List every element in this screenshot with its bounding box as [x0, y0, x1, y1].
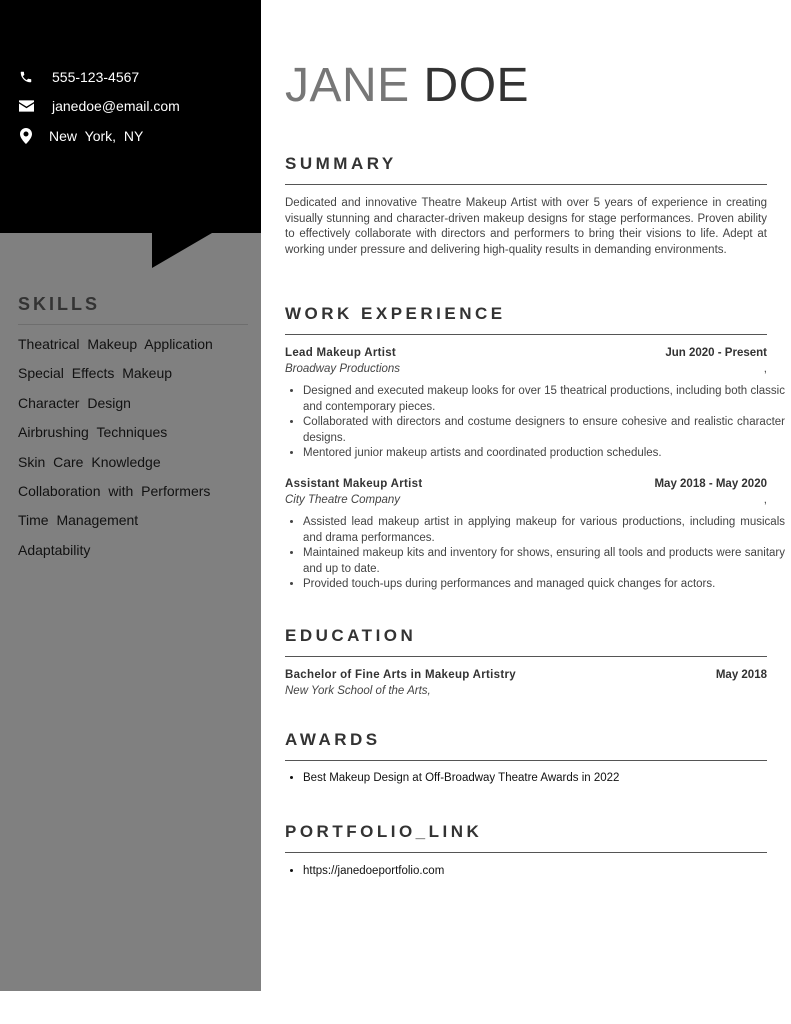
- phone-text[interactable]: 555-123-4567: [52, 69, 140, 85]
- education-heading: EDUCATION: [285, 626, 417, 645]
- job-bullets: [285, 384, 785, 462]
- job-title: Assistant Makeup Artist: [285, 478, 423, 490]
- degree-date: May 2018: [715, 669, 767, 681]
- skill-item: Special Effects Makeup: [18, 365, 173, 381]
- job-company: Broadway Productions: [285, 363, 401, 375]
- skill-item: Collaboration with Performers: [18, 483, 211, 499]
- first-name: JANE: [285, 59, 410, 112]
- job-bullet: • Designed and executed makeup looks for over 15 theatrical productions, including both classic and contemporary pieces.: [303, 384, 785, 415]
- degree-title: Bachelor of Fine Arts in Makeup Artistry: [285, 669, 516, 681]
- job-title: Lead Makeup Artist: [285, 347, 397, 359]
- contact-phone: [18, 69, 139, 85]
- job-dates: May 2018 - May 2020: [654, 478, 767, 490]
- contact-email: [18, 98, 180, 114]
- job-bullet: • Assisted lead makeup artist in applying makeup for various productions, including musicals and drama performances.: [303, 515, 785, 546]
- map-pin-icon: [18, 128, 34, 144]
- experience-divider: [285, 334, 767, 335]
- job-location: ,: [763, 363, 767, 375]
- portfolio-link[interactable]: • https://janedoeportfolio.com: [303, 865, 785, 877]
- full-name: [285, 58, 529, 113]
- job-bullet: • Provided touch-ups during performances and managed quick changes for actors.: [303, 577, 785, 593]
- skills-heading: SKILLS: [18, 294, 101, 314]
- envelope-icon: [18, 98, 34, 114]
- award-item: • Best Makeup Design at Off-Broadway Theatre Awards in 2022: [303, 772, 785, 784]
- summary-divider: [285, 184, 767, 185]
- skill-item: Theatrical Makeup Application: [18, 336, 213, 352]
- phone-icon: [18, 69, 34, 85]
- skill-item: Adaptability: [18, 542, 91, 558]
- skill-item: Time Management: [18, 512, 139, 528]
- contact-location: [18, 128, 143, 144]
- contact-panel-notch: [152, 233, 212, 268]
- job-company: City Theatre Company: [285, 494, 401, 506]
- portfolio-heading: PORTFOLIO_LINK: [285, 822, 483, 841]
- email-text[interactable]: janedoe@email.com: [52, 98, 180, 114]
- skills-divider: [18, 324, 248, 325]
- summary-heading: SUMMARY: [285, 154, 397, 173]
- skill-item: Skin Care Knowledge: [18, 454, 161, 470]
- skill-item: Airbrushing Techniques: [18, 424, 168, 440]
- summary-text: Dedicated and innovative Theatre Makeup Artist with over 5 years of experience in creating visually stunning and character-driven makeup designs for stage performances. Proven ability to effectively collaborate with directors and performers to bring their visions to life. Adept at working under pressure and delivering high-quality results in demanding environments.: [285, 197, 767, 256]
- last-name: DOE: [423, 59, 530, 112]
- awards-divider: [285, 760, 767, 761]
- job-dates: Jun 2020 - Present: [665, 347, 767, 359]
- contact-panel: [0, 0, 261, 233]
- job-location: ,: [763, 494, 767, 506]
- skill-item: Character Design: [18, 395, 131, 411]
- job-bullet: • Mentored junior makeup artists and coordinated production schedules.: [303, 446, 785, 462]
- school-name: New York School of the Arts,: [285, 685, 431, 697]
- portfolio-divider: [285, 852, 767, 853]
- job-bullets: [285, 515, 785, 593]
- awards-list: [285, 772, 785, 784]
- education-divider: [285, 656, 767, 657]
- job-bullet: • Maintained makeup kits and inventory for shows, ensuring all tools and products were sanitary and up to date.: [303, 546, 785, 577]
- job-bullet: • Collaborated with directors and costume designers to ensure cohesive and realistic character designs.: [303, 415, 785, 446]
- location-text: New York, NY: [49, 128, 144, 144]
- experience-heading: WORK EXPERIENCE: [285, 304, 506, 323]
- awards-heading: AWARDS: [285, 730, 381, 749]
- portfolio-list: [285, 865, 785, 877]
